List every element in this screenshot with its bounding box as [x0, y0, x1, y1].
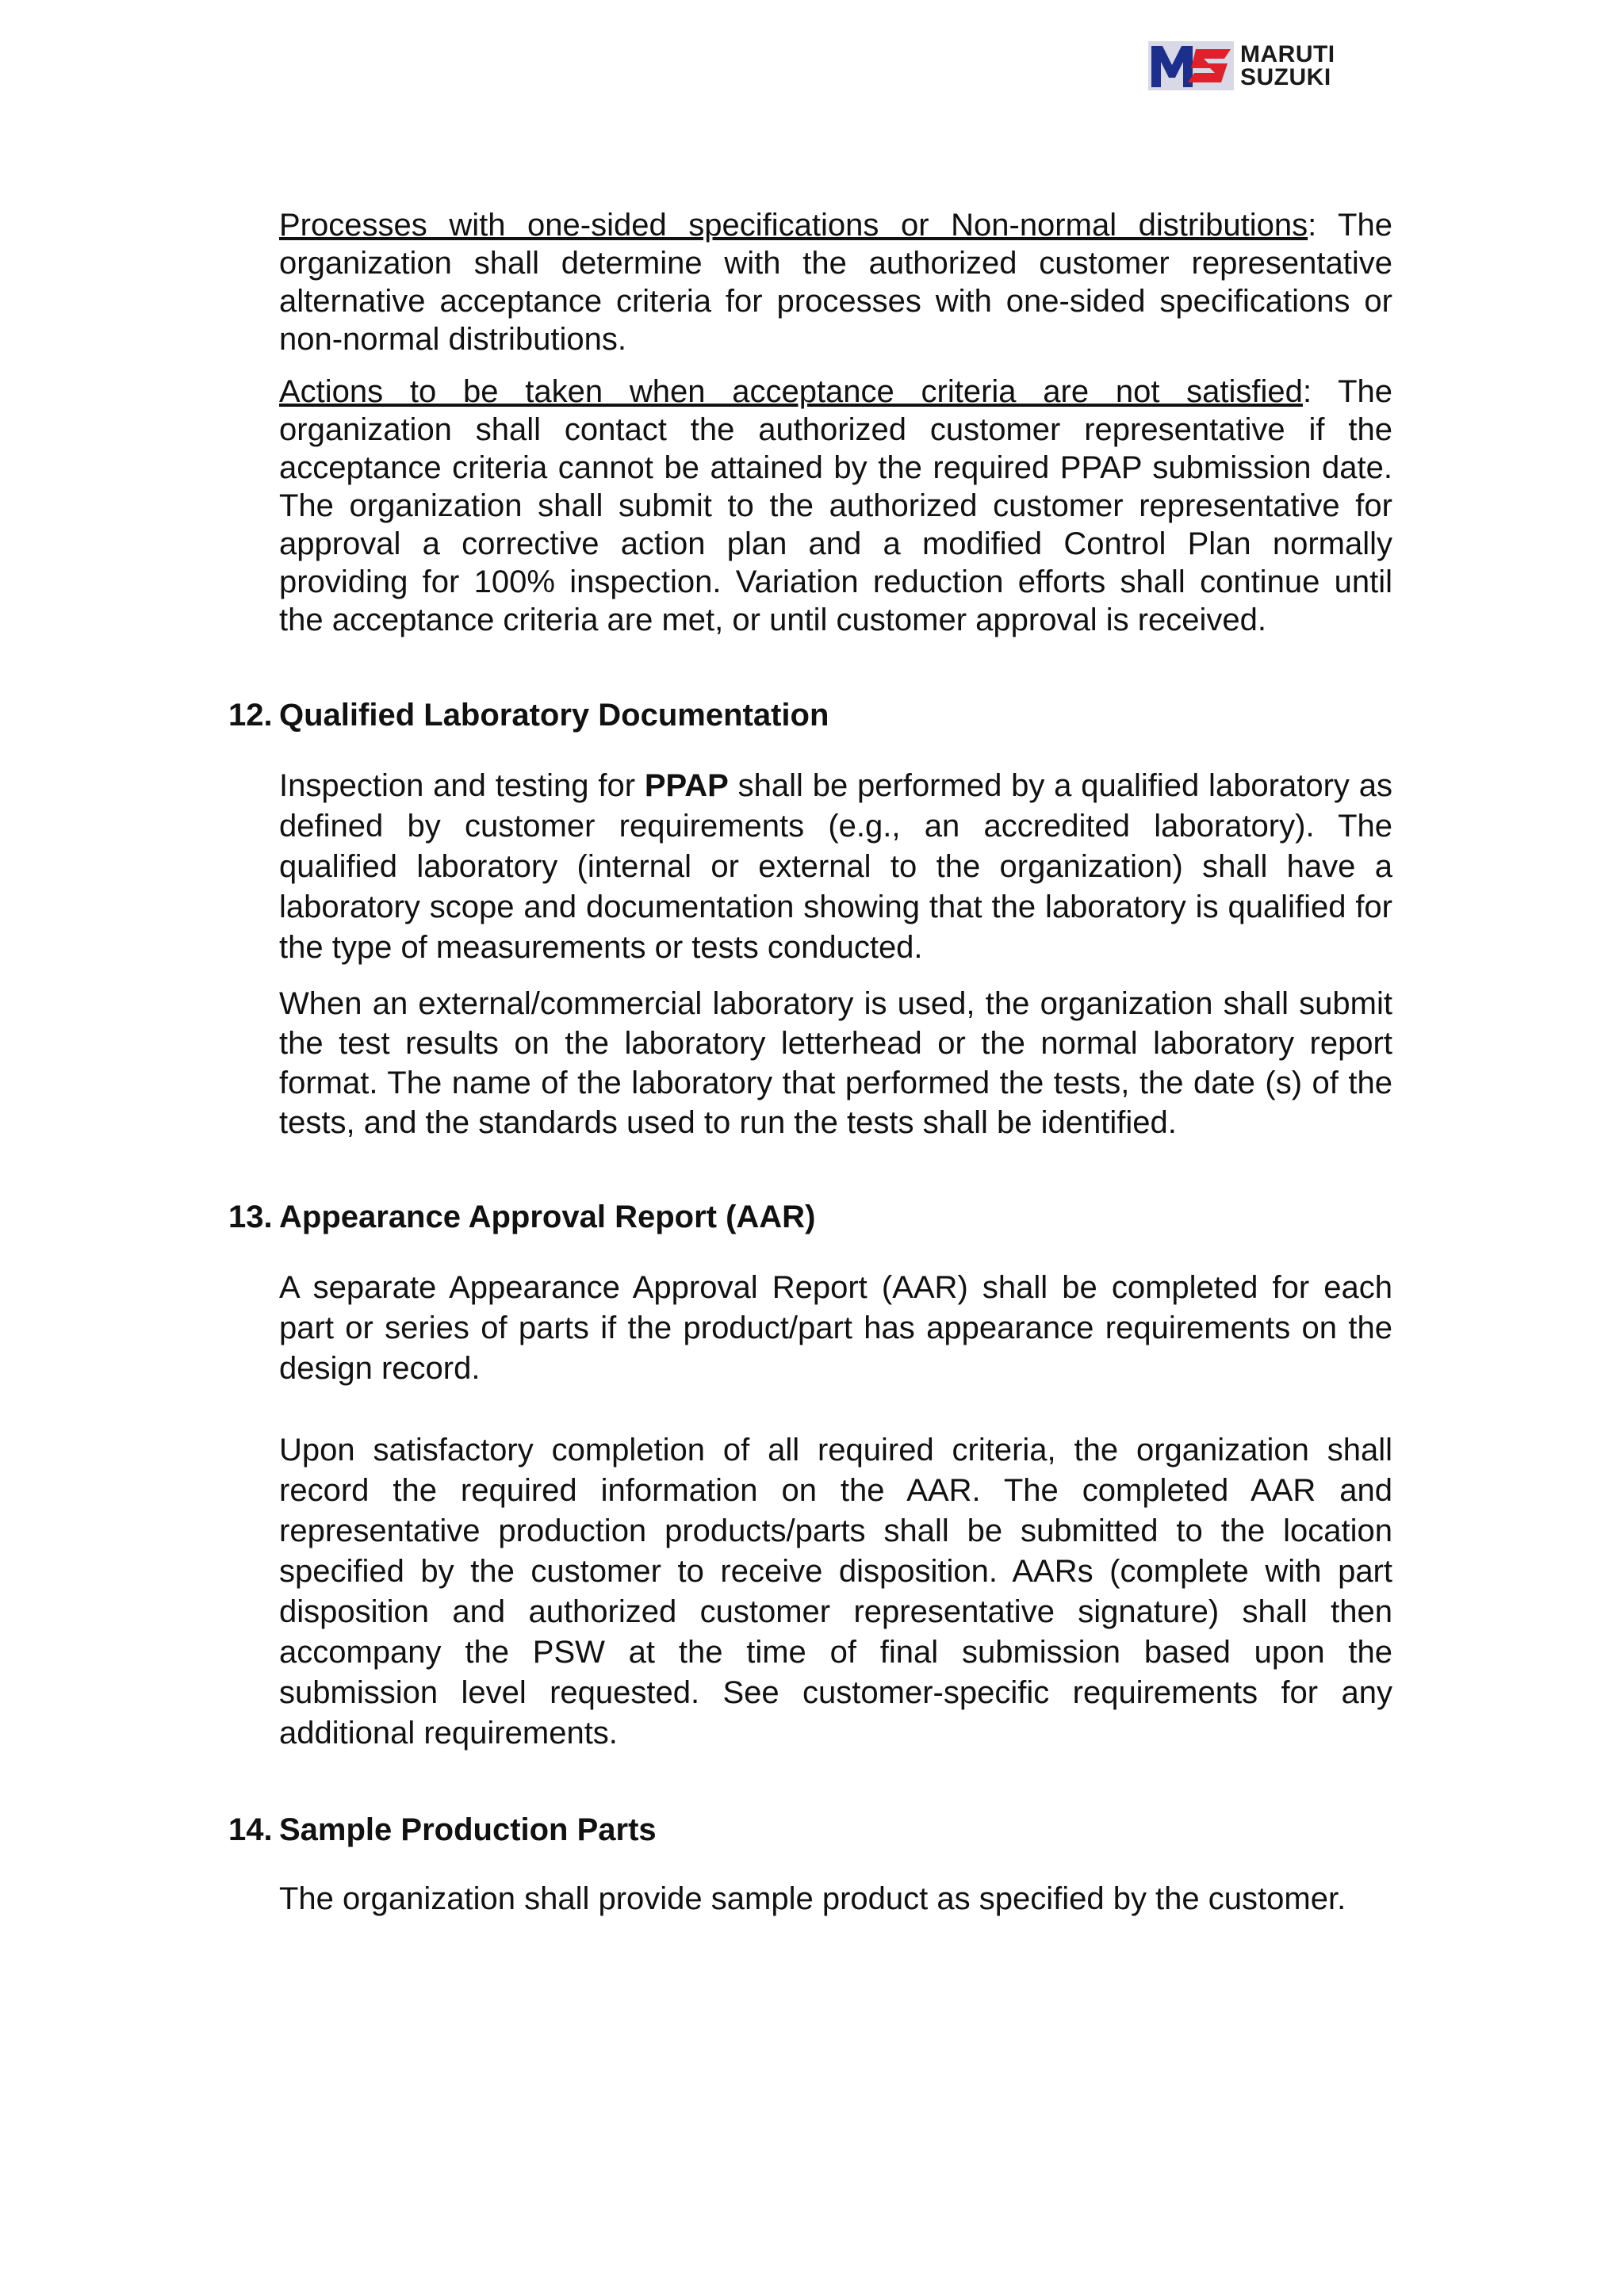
paragraph-text: A separate Appearance Approval Report (AAR) shall be completed for each part or series of parts if the product/part has appearance requirements on the design record. — [279, 1270, 1392, 1386]
section-heading-14 — [228, 1811, 1392, 1849]
section-number: 12. — [228, 698, 273, 733]
section-number: 14. — [228, 1812, 273, 1847]
subheading-acceptance-not-satisfied: Actions to be taken when acceptance criteria are not satisfied — [279, 374, 1303, 409]
section-title: Sample Production Parts — [279, 1812, 657, 1847]
maruti-suzuki-logo — [1148, 41, 1391, 90]
section-heading-13 — [228, 1198, 1392, 1236]
logo-wordmark — [1240, 43, 1335, 89]
logo-line-suzuki: SUZUKI — [1240, 64, 1331, 90]
section-number: 13. — [228, 1200, 273, 1234]
section-heading-12 — [228, 696, 1392, 734]
paragraph-aar-completion — [279, 1430, 1392, 1754]
paragraph-text: shall be performed by a qualified laboratory as defined by customer requirements (e.g., an accredited laboratory). The qualified laboratory (internal or external to the organization) shall have a laboratory scope and documentation showing that the laboratory is qualified for the type of measurements or tests conducted. — [279, 768, 1392, 965]
paragraph-text: When an external/commercial laboratory is used, the organization shall submit the test results on the laboratory letterhead or the normal laboratory report format. The name of the laboratory that performed the tests, the date (s) of the tests, and the standards used to run the tests shall be identified. — [279, 986, 1392, 1140]
paragraph-non-normal-distributions — [279, 206, 1392, 358]
paragraph-text: : The organization shall contact the authorized customer representative if the acceptance criteria cannot be attained by the required PPAP submission date. The organization shall submit to the authorized customer representative for approval a corrective action plan and a modified Control Plan normally providing for 100% inspection. Variation reduction efforts shall continue until the acceptance criteria are met, or until customer approval is received. — [279, 374, 1392, 637]
paragraph-text: Inspection and testing for — [279, 768, 645, 803]
ppap-term: PPAP — [644, 768, 729, 803]
paragraph-qualified-laboratory — [279, 766, 1392, 968]
section-title: Appearance Approval Report (AAR) — [279, 1200, 816, 1234]
paragraph-aar-separate — [279, 1268, 1392, 1389]
subheading-non-normal-distributions: Processes with one-sided specifications or Non-normal distributions — [279, 208, 1308, 243]
document-body — [228, 206, 1392, 1917]
paragraph-acceptance-not-satisfied — [279, 373, 1392, 639]
paragraph-external-laboratory — [279, 984, 1392, 1142]
maruti-suzuki-logo-icon — [1148, 41, 1234, 90]
paragraph-text: Upon satisfactory completion of all required criteria, the organization shall record the required information on the AAR. The completed AAR and representative production products/parts shall be submitted to the location specified by the customer to receive disposition. AARs (complete with part disposition and authorized customer representative signature) shall then accompany the PSW at the time of final submission based upon the submission level requested. See customer-specific requirements for any additional requirements. — [279, 1433, 1392, 1751]
paragraph-text: : The organization shall determine with the authorized customer representative alternative acceptance criteria for processes with one-sided specifications or non-normal distributions. — [279, 208, 1392, 357]
paragraph-sample-production-parts — [279, 1881, 1392, 1917]
logo-line-maruti: MARUTI — [1240, 41, 1335, 67]
paragraph-text: The organization shall provide sample product as specified by the customer. — [279, 1881, 1346, 1916]
section-title: Qualified Laboratory Documentation — [279, 698, 829, 733]
